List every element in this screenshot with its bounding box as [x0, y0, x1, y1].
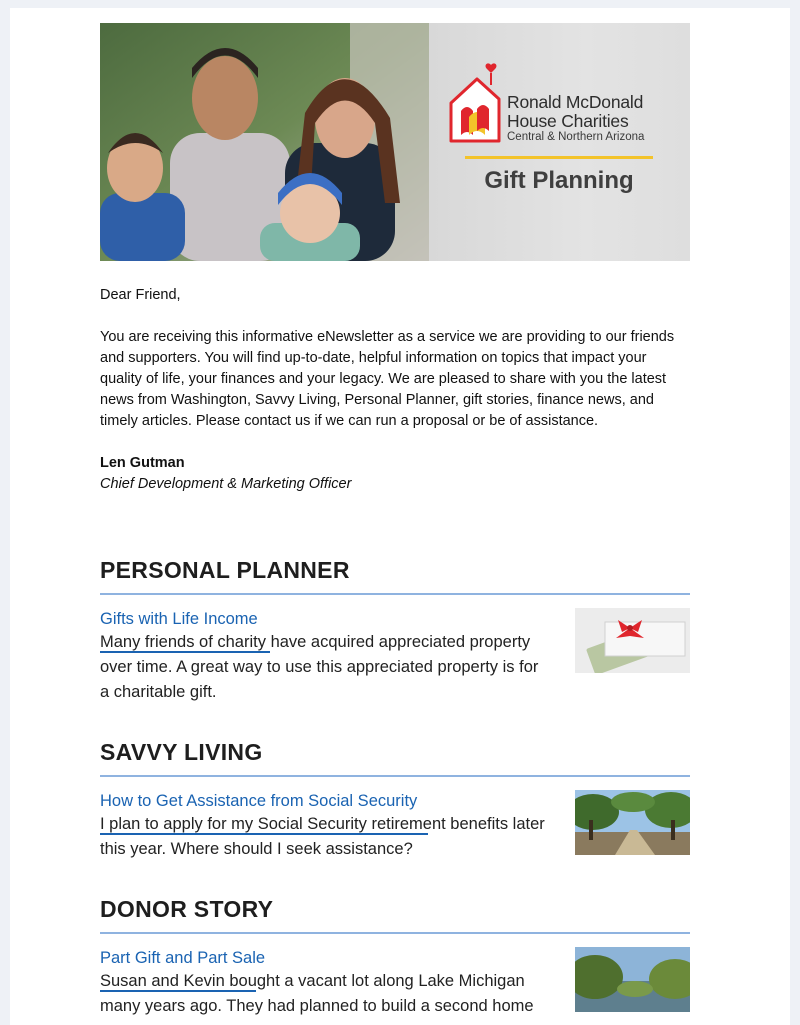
- tree-lined-road-image[interactable]: [575, 790, 690, 855]
- summary-text: I plan to apply for my Social Security retirement benefits later this year. Where should I seek assistance?: [100, 815, 545, 858]
- summary-text: Susan and Kevin bought a vacant lot along Lake Michigan many years ago. They had planned to build a second home: [100, 972, 534, 1015]
- brand-name-line2: House Charities: [507, 111, 629, 131]
- brand-name: [507, 93, 643, 131]
- family-photo: [100, 23, 429, 261]
- summary-text: Many friends of charity have acquired appreciated property over time. A great way to use this appreciated property is for a charitable gift.: [100, 633, 539, 701]
- signer-title: Chief Development & Marketing Officer: [100, 476, 352, 492]
- article-text: [100, 947, 550, 1019]
- article-item: [100, 947, 690, 1019]
- article-item: [100, 790, 690, 862]
- section-donor-story: [100, 896, 690, 1019]
- summary-underline: [100, 833, 428, 835]
- summary-underline: [100, 651, 270, 653]
- brand-divider: [465, 156, 653, 159]
- rmhc-logo-icon: [447, 59, 503, 145]
- newsletter-sheet: [10, 8, 790, 1025]
- article-link[interactable]: How to Get Assistance from Social Security: [100, 792, 418, 810]
- section-title: PERSONAL PLANNER: [100, 557, 690, 595]
- brand-panel: [429, 23, 690, 261]
- brand-subtitle: Central & Northern Arizona: [507, 131, 645, 143]
- header-banner: [100, 23, 690, 261]
- article-summary: [100, 630, 550, 705]
- article-summary: [100, 812, 550, 862]
- brand-name-line1: Ronald McDonald: [507, 92, 644, 112]
- article-summary: [100, 969, 550, 1019]
- article-link[interactable]: Part Gift and Part Sale: [100, 949, 266, 967]
- gift-money-image[interactable]: [575, 608, 690, 673]
- greeting: Dear Friend,: [100, 287, 181, 303]
- signer-name: Len Gutman: [100, 455, 185, 471]
- section-savvy-living: [100, 739, 690, 862]
- summary-underline: [100, 990, 256, 992]
- section-personal-planner: [100, 557, 690, 705]
- newsletter-content: [100, 23, 690, 1019]
- article-item: [100, 608, 690, 705]
- article-text: [100, 608, 550, 705]
- banner-title: Gift Planning: [484, 167, 634, 194]
- lake-trees-image[interactable]: [575, 947, 690, 1012]
- article-text: [100, 790, 550, 862]
- intro-paragraph: You are receiving this informative eNewsletter as a service we are providing to our friends and supporters. You will find up-to-date, helpful information on topics that impact your quality of life, your finances and your legacy. We are pleased to share with you the latest news from Washington, Savvy Living, Personal Planner, gift stories, finance news, and timely articles. Please contact us if we can run a proposal or be of assistance.: [100, 329, 675, 429]
- article-link[interactable]: Gifts with Life Income: [100, 610, 258, 628]
- section-title: SAVVY LIVING: [100, 739, 690, 777]
- section-title: DONOR STORY: [100, 896, 690, 934]
